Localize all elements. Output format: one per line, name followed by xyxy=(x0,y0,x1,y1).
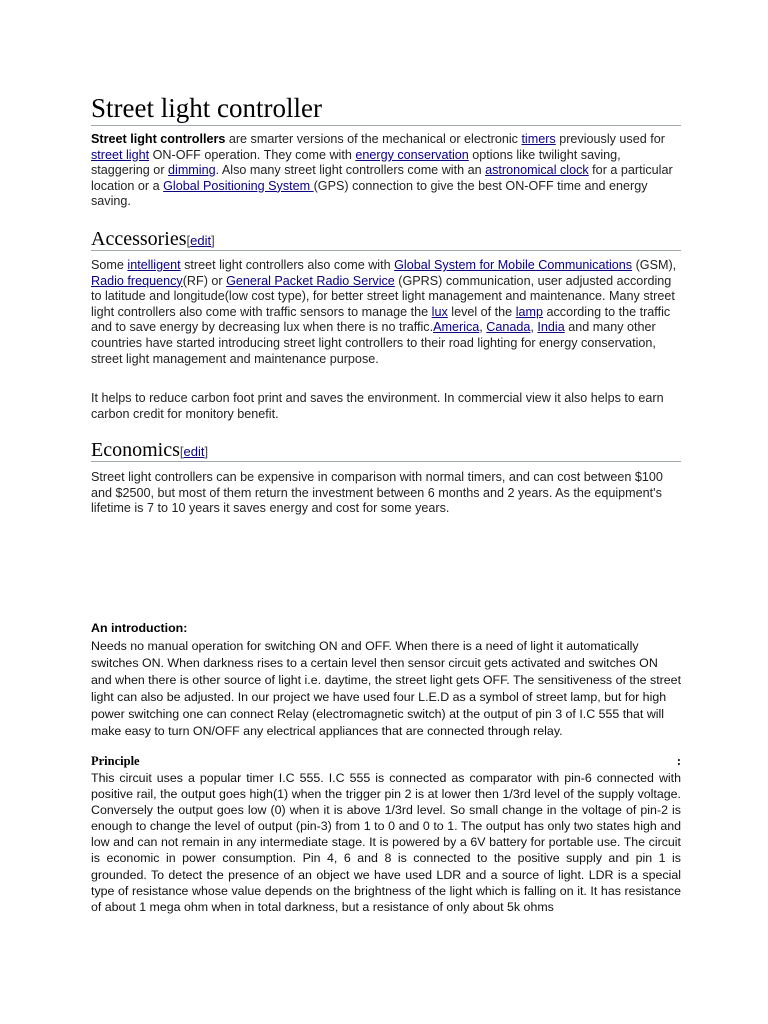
principle-heading xyxy=(91,754,681,770)
section-title: Economics xyxy=(91,439,180,461)
economics-paragraph: Street light controllers can be expensive in comparison with normal timers, and can cost between $100 and $2500, but most of them return the investment between 6 months and 2 years. As the equipment's lifetime is 7 to 10 years it saves energy and cost for some years. xyxy=(91,470,663,516)
para-text: according to the traffic and to save energy by decreasing lux when there is no traffic. xyxy=(91,304,671,335)
page-title: Street light controller xyxy=(91,93,322,123)
link-gprs[interactable]: General Packet Radio Service xyxy=(226,273,395,288)
edit-bracket-open: [ xyxy=(186,233,191,248)
para-text: (RF) or xyxy=(182,273,227,288)
link-timers[interactable]: timers xyxy=(521,132,556,146)
lead-paragraph xyxy=(91,132,681,210)
lead-text: previously used for xyxy=(555,132,665,146)
principle-colon: : xyxy=(676,754,681,768)
lead-text: for a particular location or a xyxy=(91,163,673,193)
link-astronomical-clock[interactable]: astronomical clock xyxy=(485,163,589,178)
lead-text: are smarter versions of the mechanical or electronic xyxy=(225,132,522,146)
economics-divider xyxy=(91,461,681,462)
lead-text: options like twilight saving, staggering or xyxy=(91,147,621,178)
accessories-paragraph-2: It helps to reduce carbon foot print and saves the environment. In commercial view it also helps to earn carbon credit for monitory benefit. xyxy=(91,391,664,421)
link-intelligent[interactable]: intelligent xyxy=(127,258,181,272)
link-radio-frequency[interactable]: Radio frequency xyxy=(91,273,183,288)
link-street-light[interactable]: street light xyxy=(91,147,150,162)
link-dimming[interactable]: dimming xyxy=(168,163,216,178)
introduction-paragraph: Needs no manual operation for switching ON and OFF. When there is a need of light it automatically switches ON. When darkness rises to a certain level then sensor circuit gets activated and switches ON and when there is other source of light i.e. daytime, the street light gets OFF. The sensitiveness of the street light can also be adjusted. In our project we have used four L.E.D as a symbol of street lamp, but for high power switching one can connect Relay (electromagnetic switch) at the output of pin 3 of I.C 555 that will make easy to turn ON/OFF any electrical appliances that are connected through relay. xyxy=(91,639,682,738)
title-divider xyxy=(91,125,681,126)
introduction-heading: An introduction: xyxy=(91,621,188,635)
principle-paragraph: This circuit uses a popular timer I.C 555. I.C 555 is connected as comparator with pin-6 connected with positive rail, the output goes high(1) when the trigger pin 2 is at lower then 1/3rd level of the supply voltage. Conversely the output goes low (0) when it is above 1/3rd level. So small change in the voltage of pin-2 is enough to change the level of output (pin-3) from 1 to 0 and 0 to 1. The output has only two states high and low and can not remain in any intermediate stage. It is powered by a 6V battery for portable use. The circuit is economic in power consumption. Pin 4, 6 and 8 is connected to the positive supply and pin 1 is grounded. To detect the presence of an object we have used LDR and a source of light. LDR is a special type of resistance whose value depends on the brightness of the light which is falling on it. It has resistance of about 1 mega ohm when in total darkness, but a resistance of only about 5k ohms xyxy=(91,771,681,914)
edit-section-link-wrapper xyxy=(187,233,215,248)
link-gsm[interactable]: Global System for Mobile Communications xyxy=(394,258,633,272)
para-text: (GSM), xyxy=(632,258,677,272)
link-canada[interactable]: Canada xyxy=(486,320,531,335)
link-america[interactable]: America xyxy=(433,320,480,335)
accessories-paragraph-1 xyxy=(91,258,681,367)
para-text: , xyxy=(479,320,487,335)
link-lux[interactable]: lux xyxy=(431,304,448,319)
edit-bracket-open: [ xyxy=(179,444,184,459)
lead-text: ON-OFF operation. They come with xyxy=(149,147,356,162)
para-text: (GPRS) communication, user adjusted according to latitude and longitude(low cost type), for better street light management and maintenance. Many street light controllers also come with traffic sensors to manage the xyxy=(91,273,675,319)
edit-accessories-link[interactable]: edit xyxy=(190,233,212,248)
edit-section-link-wrapper xyxy=(180,444,208,459)
link-india[interactable]: India xyxy=(537,320,565,335)
link-gps[interactable]: Global Positioning System xyxy=(163,178,314,193)
edit-bracket-close: ] xyxy=(204,444,209,459)
lead-bold-term: Street light controllers xyxy=(91,132,226,146)
link-energy-conservation[interactable]: energy conservation xyxy=(355,147,469,162)
para-text: street light controllers also come with xyxy=(180,258,395,272)
para-text: and many other countries have started introducing street light controllers to their road lighting for energy conservation, street light management and maintenance purpose. xyxy=(91,320,656,366)
accessories-divider xyxy=(91,250,681,251)
lead-text: (GPS) connection to give the best ON-OFF time and energy saving. xyxy=(91,178,648,209)
edit-economics-link[interactable]: edit xyxy=(183,444,205,459)
section-title: Accessories xyxy=(91,228,187,250)
para-text: , xyxy=(530,320,538,335)
link-lamp[interactable]: lamp xyxy=(515,304,543,319)
lead-text: . Also many street light controllers come with an xyxy=(215,163,486,178)
principle-title: Principle xyxy=(91,754,140,768)
edit-bracket-close: ] xyxy=(211,233,215,248)
para-text: level of the xyxy=(447,304,516,319)
para-text: Some xyxy=(91,258,128,272)
